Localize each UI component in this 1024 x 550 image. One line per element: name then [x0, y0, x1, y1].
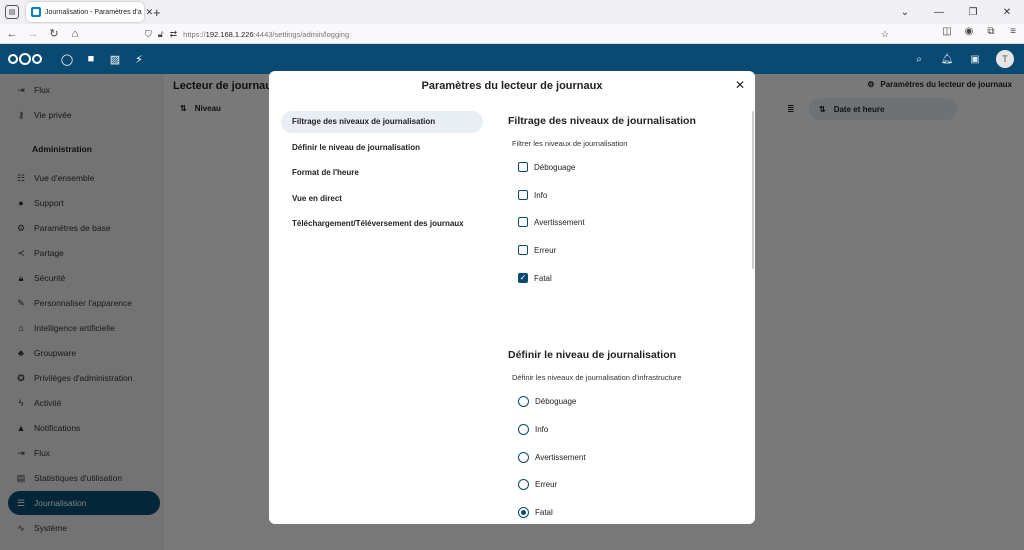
level-option-warning[interactable]: [518, 452, 586, 463]
search-icon[interactable]: ⌕: [916, 53, 922, 65]
contacts-icon[interactable]: ▣: [970, 53, 980, 65]
level-option-error[interactable]: [518, 479, 557, 490]
shield-icon[interactable]: ⛉: [145, 28, 152, 39]
radio-selected[interactable]: [518, 507, 529, 518]
close-window-icon[interactable]: ✕: [1002, 6, 1012, 18]
radio[interactable]: [518, 479, 529, 490]
option-label: Fatal: [534, 273, 552, 283]
dialog-scrollbar[interactable]: [752, 111, 754, 269]
nextcloud-logo-icon[interactable]: [8, 54, 42, 65]
browser-tabbar: [0, 0, 1024, 24]
dialog-title: Paramètres du lecteur de journaux: [421, 80, 603, 92]
option-label: Avertissement: [535, 453, 586, 462]
url-bar[interactable]: [145, 26, 889, 42]
radio[interactable]: [518, 424, 529, 435]
checkbox-checked[interactable]: ✓: [519, 273, 527, 282]
filter-option-error[interactable]: [518, 245, 556, 255]
checkbox[interactable]: [518, 162, 528, 172]
level-section-heading: Définir le niveau de journalisation: [508, 349, 677, 361]
restore-icon[interactable]: ❐: [968, 6, 978, 18]
pocket-icon[interactable]: ◫: [942, 26, 952, 37]
notifications-bell-icon[interactable]: 🔔︎: [940, 53, 954, 65]
nav-item-filter-levels[interactable]: Filtrage des niveaux de journalisation: [281, 111, 483, 133]
option-label: Erreur: [534, 245, 557, 255]
url-host: 192.168.1.226: [205, 29, 254, 39]
list-all-tabs-icon[interactable]: ⌄: [900, 6, 910, 18]
nav-item-set-level[interactable]: Définir le niveau de journalisation: [292, 142, 421, 152]
nav-item-time-format[interactable]: Format de l'heure: [292, 168, 359, 177]
radio[interactable]: [518, 452, 529, 463]
tab-list-icon[interactable]: ▤: [5, 5, 19, 19]
option-label: Déboguage: [535, 397, 577, 406]
option-label: Info: [534, 190, 548, 200]
checkbox[interactable]: [518, 190, 528, 200]
url-prefix: https://: [183, 29, 206, 39]
close-tab-icon[interactable]: ✕: [145, 6, 154, 17]
filter-option-info[interactable]: [518, 190, 547, 200]
url-text: [183, 30, 349, 39]
browser-tab[interactable]: [26, 2, 154, 22]
nextcloud-favicon-icon: [31, 7, 41, 17]
checkbox[interactable]: [518, 217, 528, 227]
browser-navbar: [0, 24, 1024, 44]
tab-title: Journalisation - Paramètres d'a: [45, 8, 142, 16]
filter-option-warning[interactable]: [518, 217, 585, 227]
new-tab-icon[interactable]: +: [153, 4, 161, 20]
option-label: Info: [535, 425, 549, 434]
dialog-nav: [281, 111, 483, 239]
filter-option-fatal[interactable]: [518, 273, 552, 283]
level-option-debug[interactable]: [518, 396, 576, 407]
option-label: Avertissement: [534, 217, 585, 227]
filter-section-subtitle: Filtrer les niveaux de journalisation: [512, 139, 628, 148]
option-label: Déboguage: [534, 162, 576, 172]
extensions-icon[interactable]: ⧉: [987, 26, 995, 37]
option-label: Erreur: [535, 480, 558, 489]
radio[interactable]: [518, 396, 529, 407]
option-label: Fatal: [535, 508, 553, 517]
bookmark-star-icon[interactable]: ☆: [880, 28, 889, 39]
dashboard-app-icon[interactable]: ◯: [60, 53, 74, 66]
log-settings-dialog: [269, 71, 755, 524]
permissions-icon[interactable]: ⇄: [169, 28, 178, 39]
filter-section-heading: Filtrage des niveaux de journalisation: [508, 115, 696, 127]
nav-item-live-view[interactable]: Vue en direct: [292, 193, 342, 203]
reload-icon[interactable]: ↻: [49, 28, 59, 40]
filter-option-debug[interactable]: [518, 162, 575, 172]
home-icon[interactable]: ⌂: [71, 27, 79, 40]
back-icon[interactable]: ←: [6, 27, 18, 40]
avatar[interactable]: T: [996, 50, 1014, 68]
nextcloud-header: [0, 44, 1024, 74]
level-option-fatal[interactable]: [518, 507, 553, 518]
checkbox[interactable]: [518, 245, 528, 255]
nav-item-download-upload[interactable]: Téléchargement/Téléversement des journaux: [292, 219, 464, 228]
photos-app-icon[interactable]: ▨: [109, 53, 121, 66]
close-icon[interactable]: ✕: [734, 78, 745, 92]
forward-icon[interactable]: →: [27, 27, 39, 40]
menu-icon[interactable]: ≡: [1010, 26, 1016, 37]
level-option-info[interactable]: [518, 424, 548, 435]
url-rest: :4443/settings/admin/logging: [253, 29, 350, 39]
activity-app-icon[interactable]: ⚡︎: [135, 53, 143, 66]
account-icon[interactable]: ◉: [964, 26, 974, 37]
minimize-icon[interactable]: —: [934, 6, 944, 18]
files-app-icon[interactable]: ■: [87, 53, 95, 65]
lock-warning-icon[interactable]: 🔓︎: [157, 28, 164, 39]
level-section-subtitle: Définir les niveaux de journalisation d'infrastructure: [512, 373, 682, 382]
